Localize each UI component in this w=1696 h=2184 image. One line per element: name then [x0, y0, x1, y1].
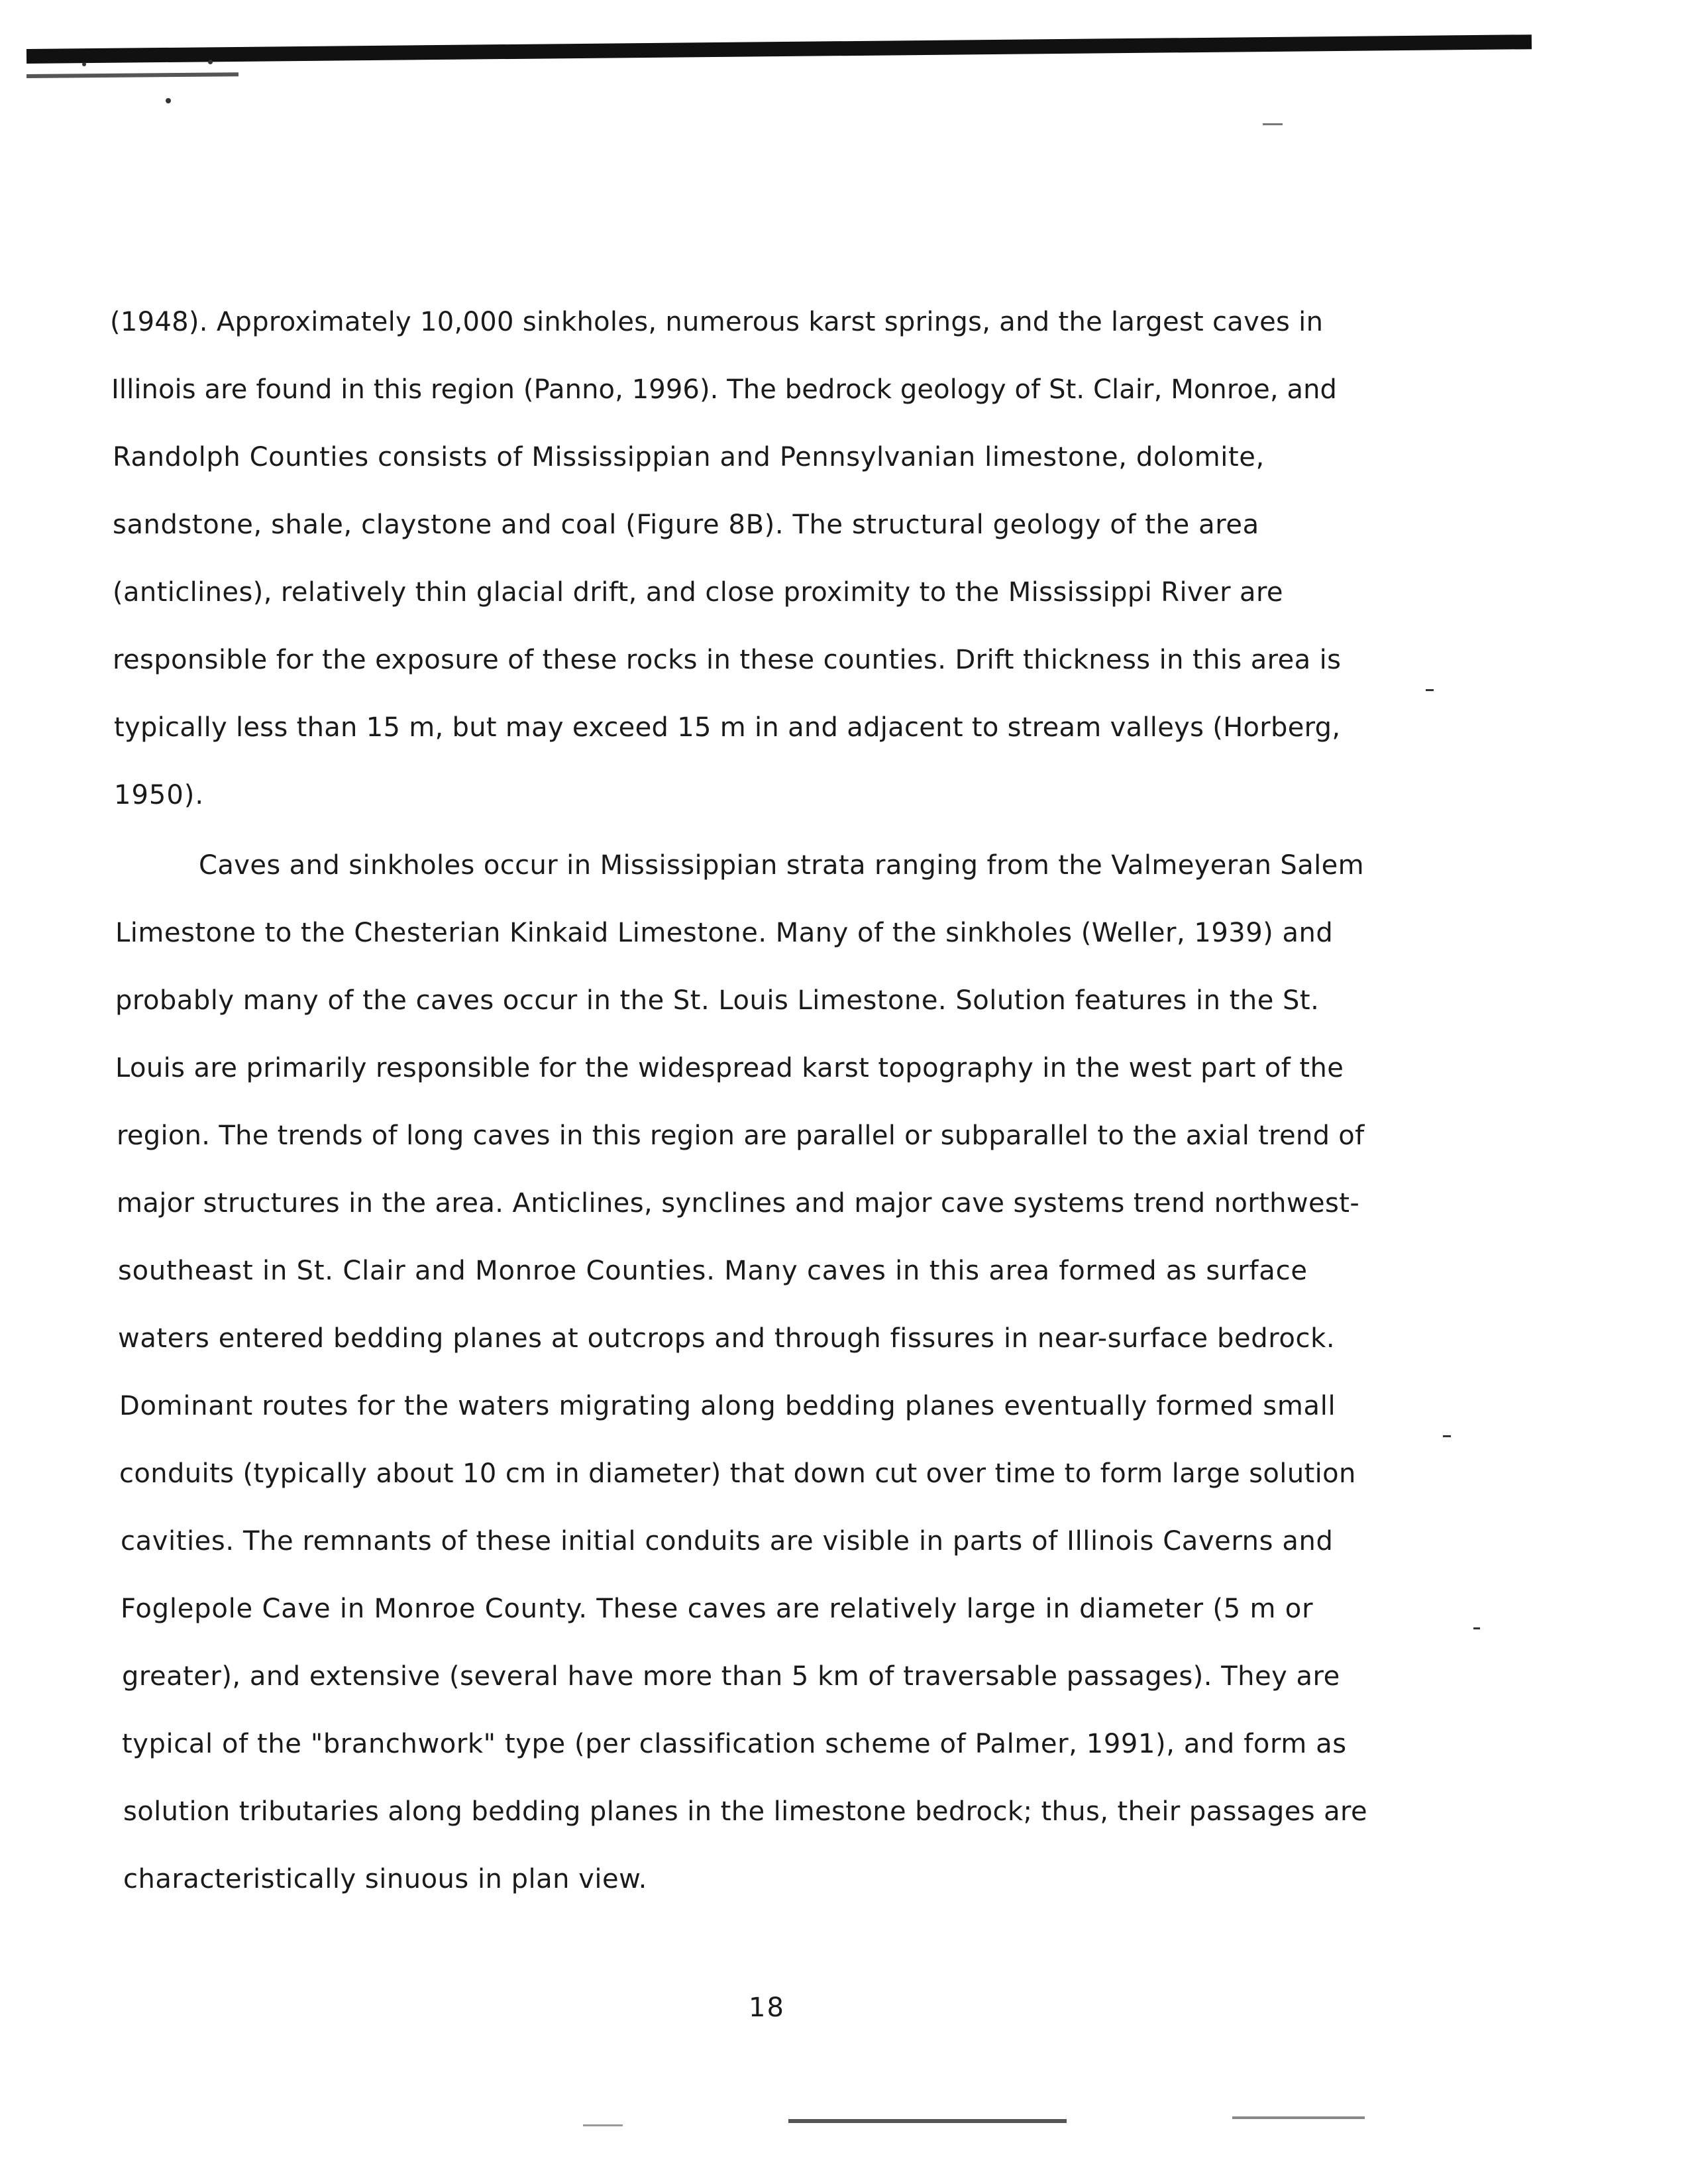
text-line: 1950). [114, 780, 205, 810]
text-line: solution tributaries along bedding planes in the limestone bedrock; thus, their passages are [123, 1796, 1367, 1827]
scan-speck [82, 62, 86, 66]
text-line: characteristically sinuous in plan view. [123, 1864, 647, 1894]
text-line: greater), and extensive (several have more than 5 km of traversable passages). They are [122, 1661, 1340, 1692]
header-rule [26, 34, 1532, 64]
page-number: 18 [749, 1993, 785, 2023]
text-line: typically less than 15 m, but may exceed 15 m in and adjacent to stream valleys (Horberg, [114, 712, 1341, 743]
scan-speck [1426, 689, 1434, 691]
text-line: sandstone, shale, claystone and coal (Figure 8B). The structural geology of the area [113, 510, 1259, 540]
text-line: responsible for the exposure of these rocks in these counties. Drift thickness in this area is [113, 645, 1342, 675]
text-line: Limestone to the Chesterian Kinkaid Limestone. Many of the sinkholes (Weller, 1939) and [115, 918, 1334, 948]
scan-speck [1263, 123, 1283, 125]
text-line: probably many of the caves occur in the St. Louis Limestone. Solution features in the St. [115, 985, 1320, 1016]
scan-speck [1443, 1435, 1451, 1437]
text-line: (1948). Approximately 10,000 sinkholes, numerous karst springs, and the largest caves in [110, 307, 1324, 337]
scan-speck [1473, 1627, 1480, 1629]
header-rule-shadow [26, 72, 238, 78]
scan-speck [208, 60, 213, 64]
scan-speck [166, 98, 171, 103]
text-line: Randolph Counties consists of Mississippian and Pennsylvanian limestone, dolomite, [113, 442, 1265, 472]
footer-rule [788, 2119, 1067, 2123]
text-line: major structures in the area. Anticlines, synclines and major cave systems trend northwest- [117, 1188, 1360, 1219]
text-line: waters entered bedding planes at outcrops and through fissures in near-surface bedrock. [118, 1323, 1336, 1354]
text-line: (anticlines), relatively thin glacial drift, and close proximity to the Mississippi River are [113, 577, 1283, 608]
footer-rule-fragment [583, 2124, 623, 2126]
text-line: typical of the "branchwork" type (per classification scheme of Palmer, 1991), and form as [122, 1729, 1347, 1759]
text-line: Illinois are found in this region (Panno, 1996). The bedrock geology of St. Clair, Monroe, and [111, 374, 1338, 405]
text-line: Caves and sinkholes occur in Mississippian strata ranging from the Valmeyeran Salem [199, 850, 1365, 881]
text-line: southeast in St. Clair and Monroe Counties. Many caves in this area formed as surface [118, 1256, 1308, 1286]
text-line: conduits (typically about 10 cm in diameter) that down cut over time to form large solution [119, 1458, 1356, 1489]
text-line: region. The trends of long caves in this region are parallel or subparallel to the axial trend of [117, 1120, 1365, 1151]
footer-rule-fragment [1232, 2116, 1365, 2119]
text-line: Louis are primarily responsible for the widespread karst topography in the west part of the [115, 1053, 1344, 1083]
text-line: cavities. The remnants of these initial conduits are visible in parts of Illinois Caverns and [121, 1526, 1334, 1556]
text-line: Dominant routes for the waters migrating along bedding planes eventually formed small [119, 1391, 1336, 1421]
text-line: Foglepole Cave in Monroe County. These caves are relatively large in diameter (5 m or [121, 1594, 1314, 1624]
